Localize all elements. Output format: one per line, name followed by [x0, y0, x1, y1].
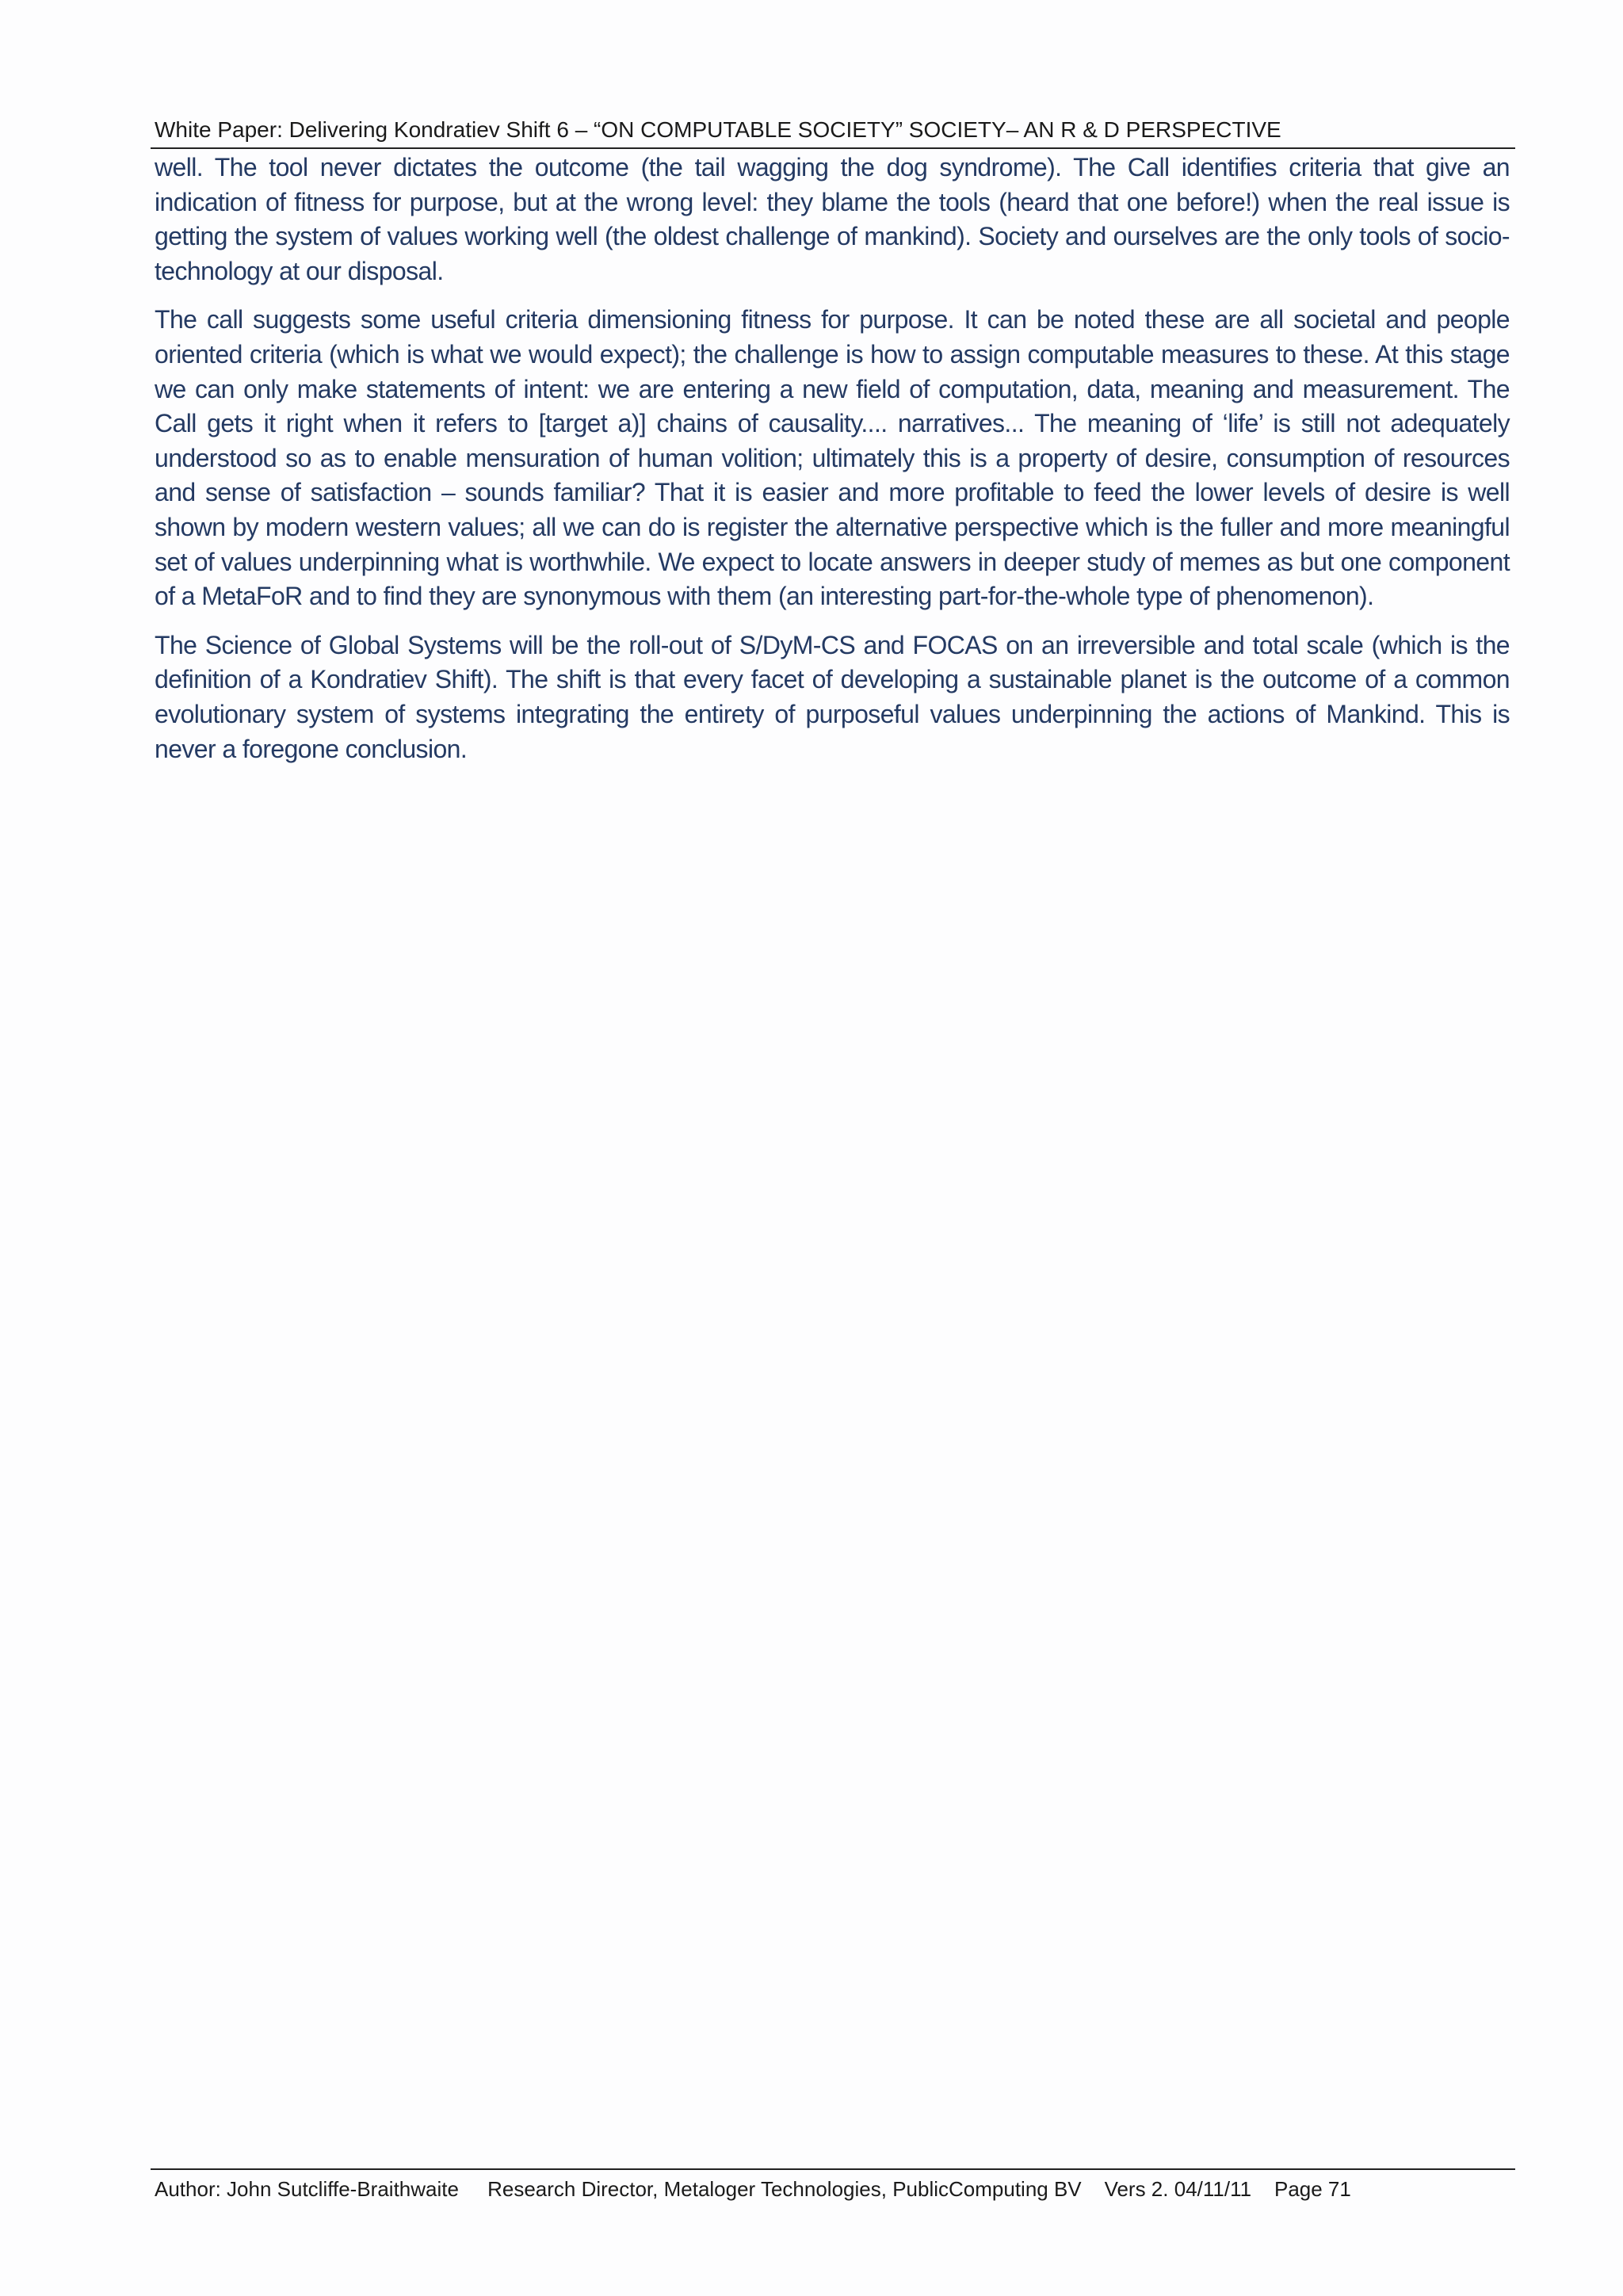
- page-header: White Paper: Delivering Kondratiev Shift 6 – “ON COMPUTABLE SOCIETY” SOCIETY– AN R & D PERSPECTIVE: [155, 117, 1281, 142]
- footer-version: Vers 2. 04/11/11: [1104, 2177, 1252, 2201]
- body-text: [155, 151, 1510, 781]
- header-divider: [151, 147, 1515, 149]
- footer-divider: [151, 2168, 1515, 2170]
- footer-page-number: Page 71: [1274, 2177, 1351, 2201]
- paragraph-1: well. The tool never dictates the outcome (the tail wagging the dog syndrome). The Call identifies criteria that give an indication of fitness for purpose, but at the wrong level: they blame the tools (heard that one before!) when the real issue is getting the system of values working well (the oldest challenge of mankind). Society and ourselves are the only tools of socio-technology at our disposal.: [155, 153, 1510, 285]
- paragraph-2: The call suggests some useful criteria dimensioning fitness for purpose. It can be noted these are all societal and people oriented criteria (which is what we would expect); the challenge is how to assign computable measures to these. At this stage we can only make statements of intent: we are entering a new field of computation, data, meaning and measurement. The Call gets it right when it refers to [target a)] chains of causality.... narratives... The meaning of ‘life’ is still not adequately understood so as to enable mensuration of human volition; ultimately this is a property of desire, consumption of resources and sense of satisfaction – sounds familiar? That it is easier and more profitable to feed the lower levels of desire is well shown by modern western values; all we can do is register the alternative perspective which is the fuller and more meaningful set of values underpinning what is worthwhile. We expect to locate answers in deeper study of memes as but one component of a MetaFoR and to find they are synonymous with them (an interesting part-for-the-whole type of phenomenon).: [155, 305, 1510, 611]
- footer-author: Author: John Sutcliffe-Braithwaite: [155, 2177, 459, 2201]
- page-footer: [155, 2172, 1514, 2206]
- paragraph-3: The Science of Global Systems will be the roll-out of S/DyM-CS and FOCAS on an irreversible and total scale (which is the definition of a Kondratiev Shift). The shift is that every facet of developing a sustainable planet is the outcome of a common evolutionary system of systems integrating the entirety of purposeful values underpinning the actions of Mankind. This is never a foregone conclusion.: [155, 630, 1510, 763]
- footer-role: Research Director, Metaloger Technologies, PublicComputing BV: [487, 2177, 1082, 2201]
